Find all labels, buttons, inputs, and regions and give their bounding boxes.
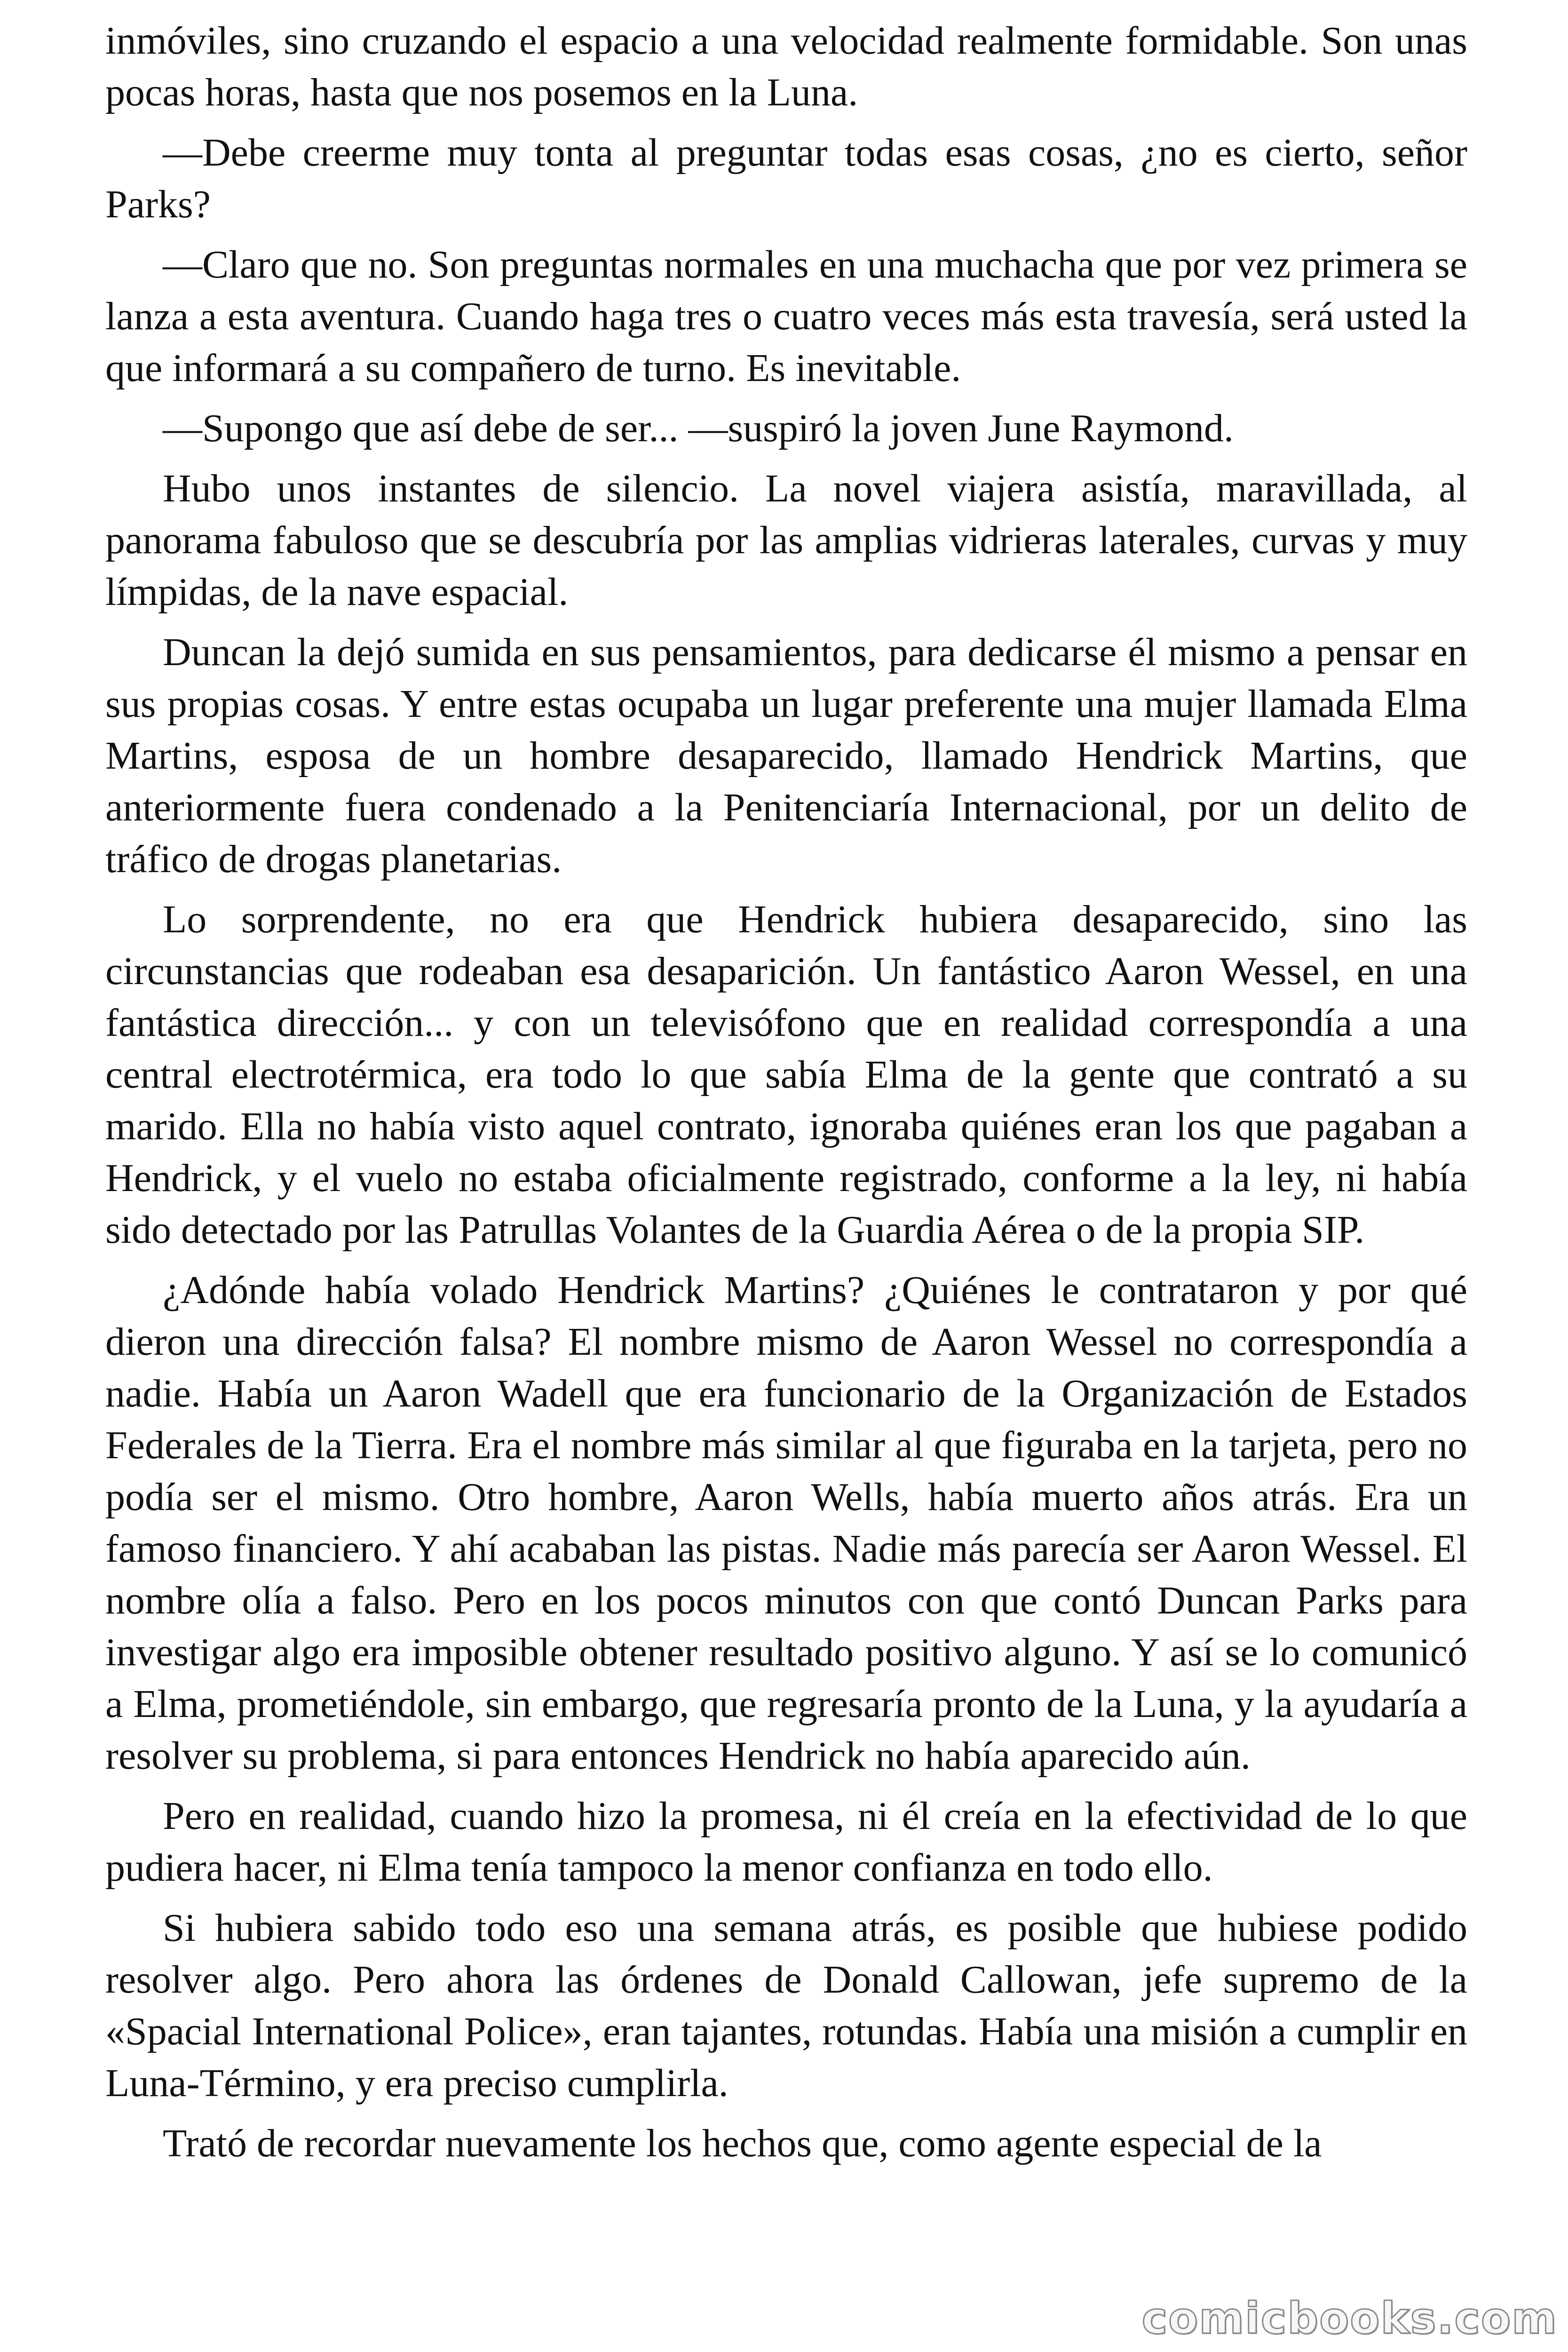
watermark: comicbooks.com [1141,2293,1558,2344]
paragraph: Hubo unos instantes de silencio. La novel viajera asistía, maravillada, al panorama fabuloso que se descubría por las amplias vidrieras laterales, curvas y muy límpidas, de la nave espacial. [105,467,1467,614]
paragraph: Pero en realidad, cuando hizo la promesa, ni él creía en la efectividad de lo que pudiera hacer, ni Elma tenía tampoco la menor confianza en todo ello. [105,1794,1467,1890]
paragraph: Trató de recordar nuevamente los hechos que, como agente especial de la [163,2122,1322,2165]
paragraph: Si hubiera sabido todo eso una semana atrás, es posible que hubiese podido resolver algo. Pero ahora las órdenes de Donald Callowan, jefe supremo de la «Spacial International Police», eran tajantes, rotundas. Había una misión a cumplir en Luna-Término, y era preciso cumplirla. [105,1906,1467,2105]
paragraph: ¿Adónde había volado Hendrick Martins? ¿Quiénes le contrataron y por qué dieron una dirección falsa? El nombre mismo de Aaron Wessel no correspondía a nadie. Había un Aaron Wadell que era funcionario de la Organización de Estados Federales de la Tierra. Era el nombre más similar al que figuraba en la tarjeta, pero no podía ser el mismo. Otro hombre, Aaron Wells, había muerto años atrás. Era un famoso financiero. Y ahí acababan las pistas. Nadie más parecía ser Aaron Wessel. El nombre olía a falso. Pero en los pocos minutos con que contó Duncan Parks para investigar algo era imposible obtener resultado positivo alguno. Y así se lo comunicó a Elma, prometiéndole, sin embargo, que regresaría pronto de la Luna, y la ayudaría a resolver su problema, si para entonces Hendrick no había aparecido aún. [105,1268,1467,1778]
paragraph: Lo sorprendente, no era que Hendrick hubiera desaparecido, sino las circunstancias que rodeaban esa desaparición. Un fantástico Aaron Wessel, en una fantástica dirección... y con un televisófono que en realidad correspondía a una central electrotérmica, era todo lo que sabía Elma de la gente que contrató a su marido. Ella no había visto aquel contrato, ignoraba quiénes eran los que pagaban a Hendrick, y el vuelo no estaba oficialmente registrado, conforme a la ley, ni había sido detectado por las Patrullas Volantes de la Guardia Aérea o de la propia SIP. [105,898,1467,1252]
paragraph: —Debe creerme muy tonta al preguntar todas esas cosas, ¿no es cierto, señor Parks? [105,131,1467,226]
paragraph: —Supongo que así debe de ser... —suspiró la joven June Raymond. [163,406,1234,450]
paragraph: —Claro que no. Son preguntas normales en una muchacha que por vez primera se lanza a esta aventura. Cuando haga tres o cuatro veces más esta travesía, será usted la que informará a su compañero de turno. Es inevitable. [105,243,1467,390]
document-page [105,15,1467,2334]
paragraph: Duncan la dejó sumida en sus pensamientos, para dedicarse él mismo a pensar en sus propias cosas. Y entre estas ocupaba un lugar preferente una mujer llamada Elma Martins, esposa de un hombre desaparecido, llamado Hendrick Martins, que anteriormente fuera condenado a la Penitenciaría Internacional, por un delito de tráfico de drogas planetarias. [105,630,1467,881]
paragraph: inmóviles, sino cruzando el espacio a una velocidad realmente formidable. Son unas pocas horas, hasta que nos posemos en la Luna. [105,19,1467,114]
